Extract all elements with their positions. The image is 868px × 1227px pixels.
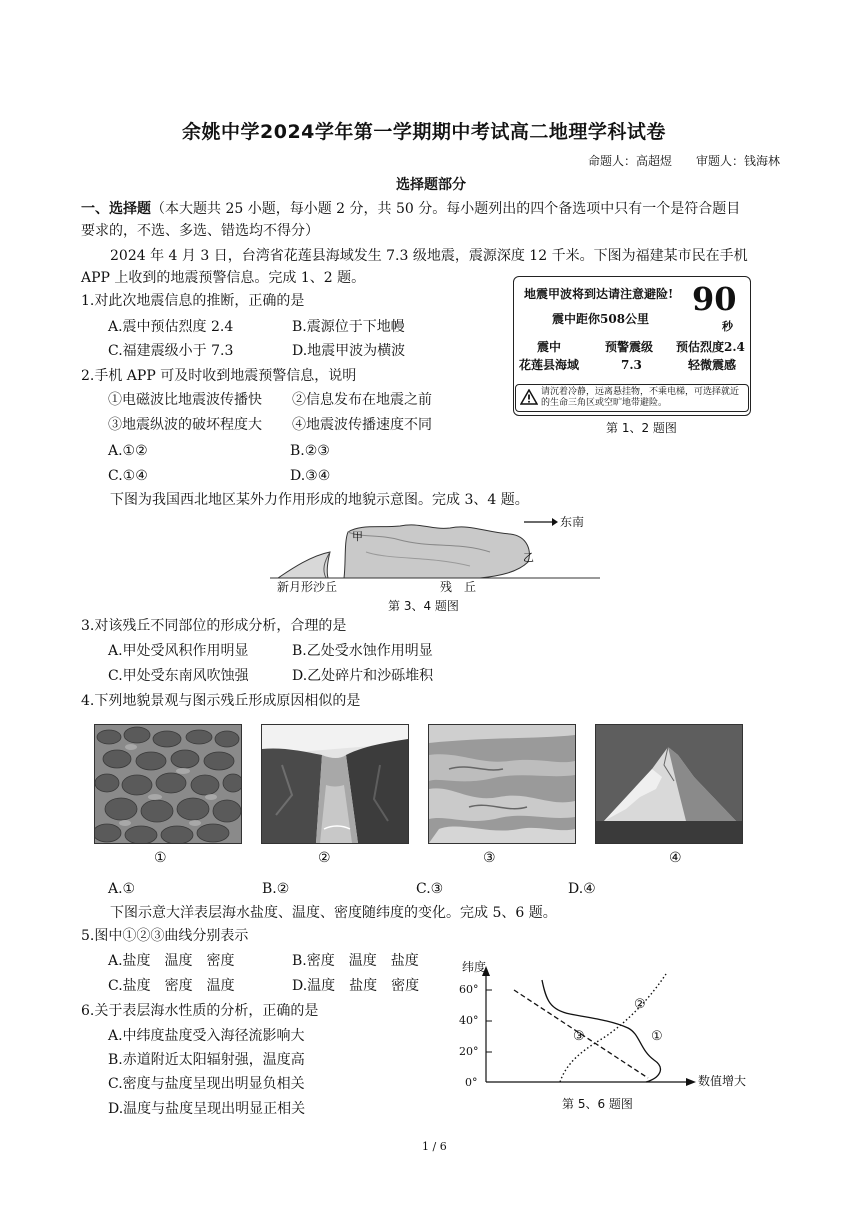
q6-option-a[interactable]: A.中纬度盐度受入海径流影响大 (108, 1028, 305, 1044)
curve-label-1: ① (651, 1029, 663, 1044)
alert-message: 地震甲波将到达请注意避险! (524, 287, 674, 301)
intro-line-2: 要求的，不选、多选、错选均不得分） (81, 223, 319, 239)
photo-3-sand-dunes (428, 724, 576, 844)
q4-stem: 4.下列地貌景观与图示残丘形成原因相似的是 (81, 693, 361, 709)
q6-stem: 6.关于表层海水性质的分析，正确的是 (81, 1003, 319, 1019)
q6-option-c[interactable]: C.密度与盐度呈现出明显负相关 (108, 1076, 305, 1092)
q1-stem: 1.对此次地震信息的推断，正确的是 (81, 293, 305, 309)
chart-tick-40: 40° (459, 1014, 479, 1027)
q1-option-a[interactable]: A.震中预估烈度 2.4 (108, 319, 234, 335)
photo-2-label: ② (318, 850, 331, 866)
q4-option-b[interactable]: B.② (262, 881, 290, 897)
exam-title: 余姚中学2024学年第一学期期中考试高二地理学科试卷 (182, 121, 666, 143)
figure-12-caption: 第 1、2 题图 (606, 421, 677, 435)
q1-option-b[interactable]: B.震源位于下地幔 (292, 319, 405, 335)
alert-countdown: 90 (692, 280, 737, 318)
figure-56-caption: 第 5、6 题图 (562, 1097, 633, 1111)
q2-statement-1: ①电磁波比地震波传播快 (108, 392, 262, 408)
label-crescent-dune: 新月形沙丘 (277, 580, 338, 594)
alert-header-intensity: 预估烈度2.4 (676, 340, 745, 354)
alert-warning-line-1: 请沉着冷静，远离悬挂物，不乘电梯，可选择就近 (541, 387, 740, 397)
chart-tick-0: 0° (465, 1076, 478, 1089)
label-jia: 甲 (352, 530, 363, 543)
q4-option-d[interactable]: D.④ (568, 881, 596, 897)
q3-option-a[interactable]: A.甲处受风积作用明显 (108, 643, 249, 659)
q3-stem: 3.对该残丘不同部位的形成分析，合理的是 (81, 618, 347, 634)
figure-34-caption: 第 3、4 题图 (388, 599, 459, 613)
label-yi: 乙 (523, 551, 534, 564)
q4-option-c[interactable]: C.③ (416, 881, 444, 897)
intro-line-1: 一、选择题（本大题共 25 小题，每小题 2 分，共 50 分。每小题列出的四个备选项中只有一个是符合题目 (81, 201, 741, 217)
q2-option-b[interactable]: B.②③ (290, 443, 330, 459)
exam-authors: 命题人：高超煜 审题人：钱海林 (588, 154, 781, 168)
passage1-line-1: 2024 年 4 月 3 日，台湾省花莲县海域发生 7.3 级地震，震源深度 12 千米。下图为福建某市民在手机 (110, 248, 748, 264)
photo-1-pitted-rock (94, 724, 242, 844)
arrow-right-icon (524, 516, 558, 528)
label-residual-hill: 残 丘 (440, 580, 477, 594)
q5-option-d[interactable]: D.温度 盐度 密度 (292, 978, 420, 994)
curve-label-2: ② (634, 997, 646, 1012)
q5-stem: 5.图中①②③曲线分别表示 (81, 928, 249, 944)
q4-option-a[interactable]: A.① (108, 881, 136, 897)
chart-tick-20: 20° (459, 1045, 479, 1058)
photo-4-horn-peak (595, 724, 743, 844)
alert-warning-line-2: 的生命三角区或空旷地带避险。 (541, 398, 668, 408)
chart-tick-60: 60° (459, 983, 479, 996)
section-heading: 选择题部分 (396, 177, 466, 193)
q1-option-d[interactable]: D.地震甲波为横波 (292, 343, 406, 359)
passage3-text: 下图示意大洋表层海水盐度、温度、密度随纬度的变化。完成 5、6 题。 (110, 905, 557, 921)
page-number: 1 / 6 (422, 1140, 447, 1153)
q2-statement-3: ③地震纵波的破坏程度大 (108, 417, 262, 433)
latitude-property-chart (440, 960, 760, 1120)
warning-icon (520, 389, 538, 405)
chart-y-axis-label: 纬度 (462, 960, 487, 974)
alert-value-magnitude: 7.3 (621, 358, 642, 372)
q6-option-d[interactable]: D.温度与盐度呈现出明显正相关 (108, 1101, 306, 1117)
alert-value-epicenter: 花莲县海域 (519, 358, 580, 372)
label-direction: 东南 (560, 515, 585, 529)
q5-option-b[interactable]: B.密度 温度 盐度 (292, 953, 419, 969)
photo-3-label: ③ (483, 850, 496, 866)
intro-line-1-text: （本大题共 25 小题，每小题 2 分，共 50 分。每小题列出的四个备选项中只有一个是符合题目 (151, 201, 741, 217)
q2-option-d[interactable]: D.③④ (290, 468, 331, 484)
alert-countdown-unit: 秒 (722, 320, 733, 333)
passage2-text: 下图为我国西北地区某外力作用形成的地貌示意图。完成 3、4 题。 (110, 492, 529, 508)
q2-statement-4: ④地震波传播速度不同 (292, 417, 432, 433)
q2-statement-2: ②信息发布在地震之前 (292, 392, 432, 408)
curve-label-3: ③ (573, 1029, 585, 1044)
q5-option-a[interactable]: A.盐度 温度 密度 (108, 953, 235, 969)
q5-option-c[interactable]: C.盐度 密度 温度 (108, 978, 235, 994)
q3-option-d[interactable]: D.乙处碎片和沙砾堆积 (292, 668, 434, 684)
q2-stem: 2.手机 APP 可及时收到地震预警信息，说明 (81, 368, 357, 384)
q2-option-c[interactable]: C.①④ (108, 468, 148, 484)
q3-option-b[interactable]: B.乙处受水蚀作用明显 (292, 643, 433, 659)
alert-value-intensity: 轻微震感 (688, 358, 737, 372)
alert-header-epicenter: 震中 (537, 340, 562, 354)
chart-x-axis-label: 数值增大 (698, 1074, 747, 1088)
alert-header-magnitude: 预警震级 (605, 340, 654, 354)
photo-4-label: ④ (669, 850, 682, 866)
q2-option-a[interactable]: A.①② (108, 443, 148, 459)
q3-option-c[interactable]: C.甲处受东南风吹蚀强 (108, 668, 249, 684)
photo-1-label: ① (154, 850, 167, 866)
passage1-line-2: APP 上收到的地震预警信息。完成 1、2 题。 (81, 270, 366, 286)
alert-distance: 震中距你508公里 (552, 312, 650, 326)
photo-2-river-gorge (261, 724, 409, 844)
q6-option-b[interactable]: B.赤道附近太阳辐射强，温度高 (108, 1052, 305, 1068)
q1-option-c[interactable]: C.福建震级小于 7.3 (108, 343, 234, 359)
